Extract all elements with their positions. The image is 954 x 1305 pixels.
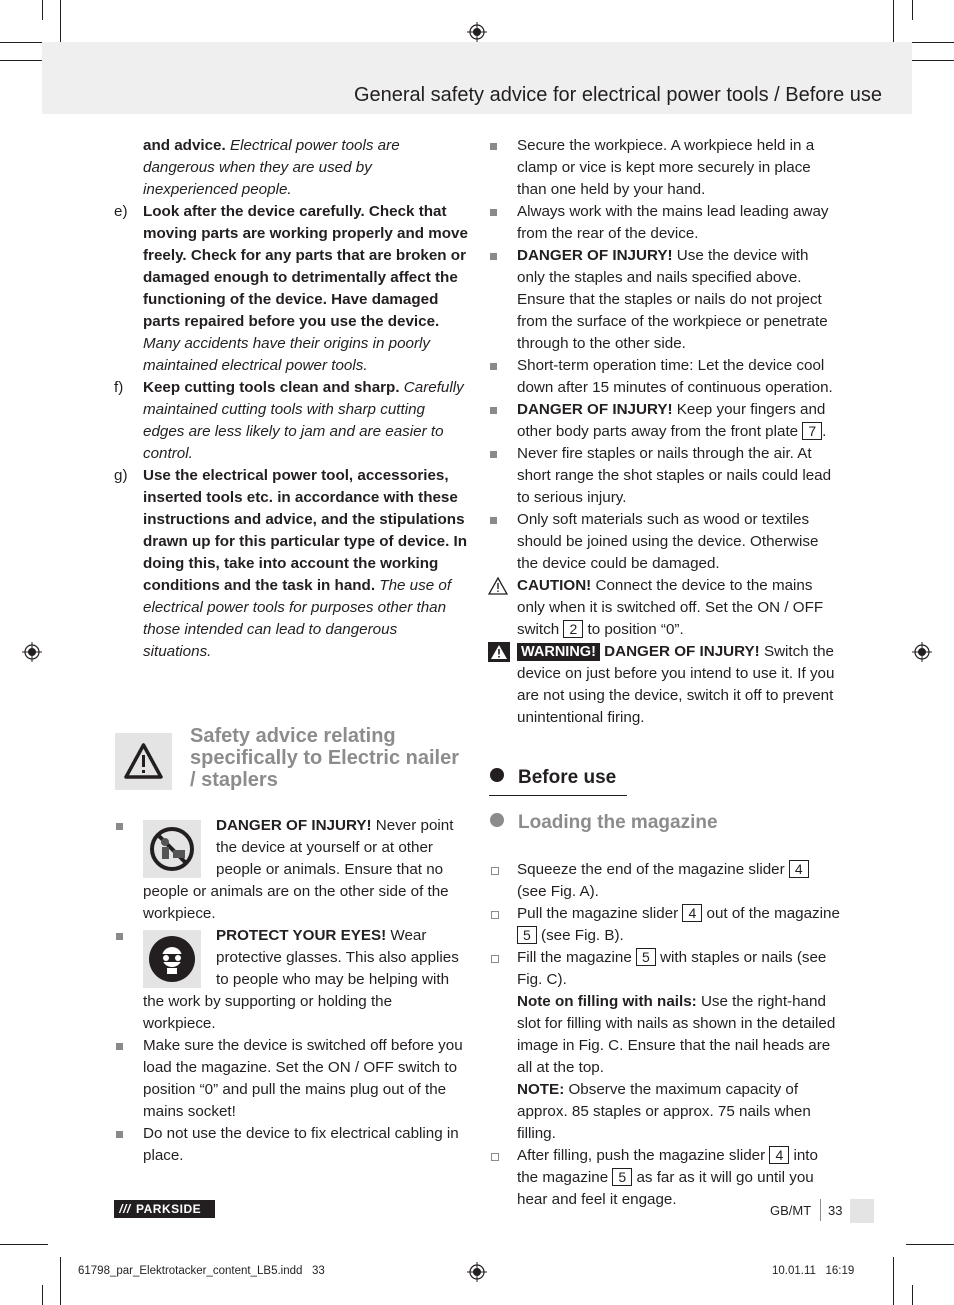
item-bold: Look after the device carefully. Check that moving parts are working properly and move freely. Check for any parts that are broken or damaged enough to detrimentally affect the functioning of the device. Have damaged parts repaired before you use the device.: [143, 203, 468, 330]
left-bullets: [114, 815, 468, 1167]
bullet-bold: DANGER OF INJURY!: [517, 247, 673, 264]
bullet: [116, 823, 123, 830]
intro-italic: Electrical power tools are dangerous when they are used by inexperienced people.: [143, 137, 400, 198]
bullet-text: Wear protective glasses. This also applies to people who may be helping with the work by supporting or holding the workpiece.: [143, 927, 459, 1032]
caution-triangle-icon: [488, 577, 508, 595]
logo-text: PARKSIDE: [136, 1202, 202, 1216]
list-item: [488, 245, 840, 355]
part-reference: 5: [636, 948, 656, 966]
caution-bold: CAUTION!: [517, 577, 592, 594]
part-reference: 4: [789, 860, 809, 878]
bullet-bold: DANGER OF INJURY!: [216, 817, 372, 834]
crop-mark: [0, 1244, 48, 1245]
heading-text: Before use: [518, 767, 617, 788]
checkbox-bullet: [491, 867, 499, 875]
bullet: [116, 933, 123, 940]
crop-mark: [0, 60, 48, 61]
warning-badge: WARNING!: [517, 643, 600, 661]
bullet-text: Never fire staples or nails through the air. At short range the shot staples or nails could lead to serious injury.: [517, 445, 832, 506]
bullet-text: Always work with the mains lead leading away from the rear of the device.: [517, 203, 829, 242]
part-reference: 4: [769, 1146, 789, 1164]
page-number: 33: [828, 1203, 843, 1218]
item-italic: Carefully maintained cutting tools with sharp cutting edges are less likely to jam and are easier to control.: [143, 379, 464, 462]
list-item: [488, 903, 840, 947]
step-text: Fill the magazine: [517, 949, 632, 966]
list-item: [488, 399, 840, 443]
warning-bold: DANGER OF INJURY!: [604, 643, 760, 660]
step-text-mid: out of the magazine: [706, 905, 840, 922]
list-item: [488, 947, 840, 1145]
item-italic: The use of electrical power tools for purposes other than those intended can lead to dangerous situations.: [143, 577, 452, 660]
bullet-text: Secure the workpiece. A workpiece held in a clamp or vice is kept more securely in place than one held by your hand.: [517, 137, 815, 198]
list-item: [114, 1123, 468, 1167]
checkbox-bullet: [491, 1153, 499, 1161]
crop-mark: [906, 60, 954, 61]
intro-bold: and advice.: [143, 137, 226, 154]
note-text: Observe the maximum capacity of approx. 85 staples or approx. 75 nails when filling.: [517, 1081, 811, 1142]
no-people-target-icon: [143, 820, 201, 878]
crop-mark: [42, 1285, 43, 1305]
item-label: e): [114, 203, 128, 220]
step-text-after: (see Fig. B).: [541, 927, 624, 944]
bullet-text: Never point the device at yourself or at other people or animals. Ensure that no people or animals are on the other side of the workpiece.: [143, 817, 454, 922]
part-reference: 2: [563, 620, 583, 638]
note-bold: Note on filling with nails:: [517, 993, 697, 1010]
crop-mark: [893, 0, 894, 48]
list-item: [114, 925, 468, 1035]
step-text: Pull the magazine slider: [517, 905, 679, 922]
page-title: General safety advice for electrical power tools / Before use: [353, 84, 882, 106]
bullet: [116, 1131, 123, 1138]
list-item: [114, 135, 468, 201]
crop-mark: [912, 1285, 913, 1305]
crop-mark: [912, 0, 913, 20]
item-label: g): [114, 467, 128, 484]
heading-before-use: [490, 767, 616, 789]
list-item: [488, 1145, 840, 1211]
bullet-bold: DANGER OF INJURY!: [517, 401, 673, 418]
bullet: [490, 517, 497, 524]
checkbox-bullet: [491, 955, 499, 963]
bullet: [490, 451, 497, 458]
list-item: [114, 377, 468, 465]
eye-protection-icon: [143, 930, 201, 988]
bullet-bold: PROTECT YOUR EYES!: [216, 927, 387, 944]
bullet-text: Only soft materials such as wood or textiles should be joined using the device. Otherwise the device could be damaged.: [517, 511, 819, 572]
left-column: [114, 135, 468, 663]
heading-text: Loading the magazine: [518, 812, 718, 833]
step-text: After filling, push the magazine slider: [517, 1147, 766, 1164]
list-item: [488, 509, 840, 575]
warning-text: Switch the device on just before you intend to use it. If you are not using the device, switch it off to prevent unintentional firing.: [517, 643, 835, 726]
list-item: [114, 201, 468, 377]
print-slug-date: 10.01.11 16:19: [772, 1265, 855, 1277]
bullet-text: Use the device with only the staples and nails specified above. Ensure that the staples or nails do not project from the surface of the workpiece or penetrate through to the other side.: [517, 247, 828, 352]
caution-text-after: to position “0”.: [587, 621, 684, 638]
checkbox-bullet: [491, 911, 499, 919]
item-label: f): [114, 379, 124, 396]
list-item: [488, 201, 840, 245]
note-bold: NOTE:: [517, 1081, 565, 1098]
brand-logo: [114, 1200, 215, 1218]
warning-item: [488, 641, 840, 729]
registration-mark-icon: [467, 22, 487, 42]
step-text-mid: into the magazine: [517, 1147, 818, 1186]
bullet: [490, 143, 497, 150]
item-italic: Many accidents have their origins in poorly maintained electrical power tools.: [143, 335, 431, 374]
part-reference: 7: [802, 422, 822, 440]
heading-loading-magazine: [490, 812, 718, 834]
warning-triangle-icon: [488, 642, 510, 662]
caution-item: [488, 575, 840, 641]
print-slug-file: 61798_par_Elektrotacker_content_LB5.indd 33: [78, 1265, 325, 1277]
bullet-text: Keep your fingers and other body parts away from the front plate: [517, 401, 826, 440]
bullet-dot: [490, 813, 504, 827]
bullet-text: Do not use the device to fix electrical cabling in place.: [143, 1125, 459, 1164]
crop-mark: [893, 1257, 894, 1305]
registration-mark-icon: [912, 642, 932, 662]
warning-triangle-icon: [115, 733, 172, 790]
steps-list: [488, 859, 840, 1211]
registration-mark-icon: [22, 642, 42, 662]
item-bold: Keep cutting tools clean and sharp.: [143, 379, 400, 396]
right-column: [488, 135, 840, 729]
step-text-after: (see Fig. A).: [517, 883, 599, 900]
list-item: [114, 815, 468, 925]
part-reference: 4: [682, 904, 702, 922]
part-reference: 5: [612, 1168, 632, 1186]
bullet-text: Short-term operation time: Let the device cool down after 15 minutes of continuous operation.: [517, 357, 833, 396]
crop-mark: [60, 1257, 61, 1305]
crop-mark: [906, 1244, 954, 1245]
item-bold: Use the electrical power tool, accessories, inserted tools etc. in accordance with these instructions and advice, and the stipulations drawn up for this particular type of device. In doing this, take into account the working conditions and the task in hand.: [143, 467, 468, 594]
bullet-dot: [490, 768, 504, 782]
page-tab: [850, 1199, 874, 1223]
divider: [820, 1199, 821, 1221]
caution-text: Connect the device to the mains only when it is switched off. Set the ON / OFF switch: [517, 577, 824, 638]
list-item: [488, 355, 840, 399]
divider: [489, 795, 627, 796]
section-title: Safety advice relating specifically to Electric nailer / staplers: [190, 725, 460, 791]
bullet: [490, 363, 497, 370]
list-item: [488, 443, 840, 509]
list-item: [488, 135, 840, 201]
language-code: GB/MT: [770, 1203, 812, 1218]
step-text-after: with staples or nails (see Fig. C).: [517, 949, 827, 988]
registration-mark-icon: [467, 1262, 487, 1282]
crop-mark: [60, 0, 61, 48]
bullet-text: Make sure the device is switched off before you load the magazine. Set the ON / OFF switch to position “0” and pull the mains plug out of the mains socket!: [143, 1037, 463, 1120]
note-text: Use the right-hand slot for filling with nails as shown in the detailed image in Fig. C. Ensure that the nail heads are all at the top.: [517, 993, 836, 1076]
list-item: [114, 1035, 468, 1123]
bullet-text-after: .: [822, 423, 827, 440]
bullet: [116, 1043, 123, 1050]
list-item: [114, 465, 468, 663]
crop-mark: [912, 42, 954, 43]
step-text: Squeeze the end of the magazine slider: [517, 861, 785, 878]
list-item: [488, 859, 840, 903]
crop-mark: [42, 0, 43, 20]
bullet: [490, 209, 497, 216]
bullet: [490, 407, 497, 414]
bullet: [490, 253, 497, 260]
logo-stripes-icon: ///: [119, 1202, 131, 1216]
part-reference: 5: [517, 926, 537, 944]
crop-mark: [0, 42, 42, 43]
step-text-after: as far as it will go until you hear and feel it engage.: [517, 1169, 814, 1208]
